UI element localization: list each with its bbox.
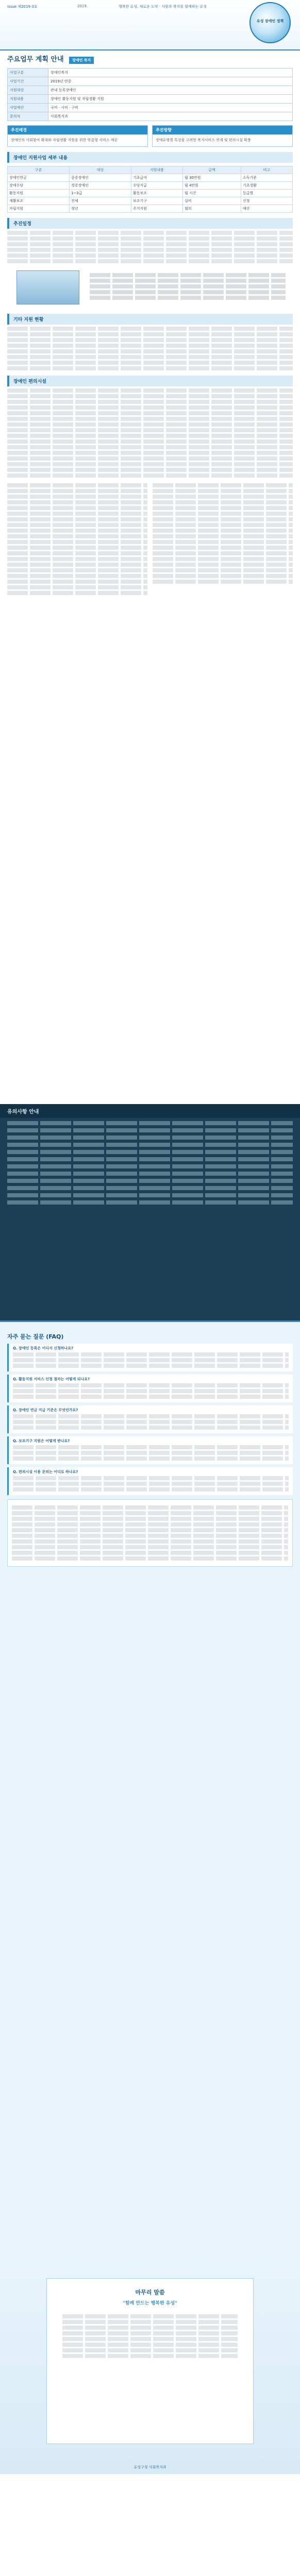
logo-text: 유성 장애인 정책 bbox=[256, 19, 284, 23]
text-line bbox=[7, 1121, 293, 1125]
box-body: 장애인의 사회참여 확대와 자립생활 지원을 위한 맞춤형 서비스 제공 bbox=[11, 138, 118, 142]
text-line bbox=[7, 506, 147, 510]
faq-answer bbox=[13, 1383, 289, 1399]
main-title-text: 주요업무 계획 안내 bbox=[7, 56, 64, 63]
text-line bbox=[13, 1420, 289, 1424]
table-row bbox=[8, 182, 293, 190]
text-line bbox=[7, 1136, 293, 1140]
closing-title: 마무리 말씀 bbox=[135, 2289, 165, 2296]
info-key: 사업구분 bbox=[8, 69, 48, 77]
left-column bbox=[7, 482, 147, 1100]
text-line bbox=[153, 517, 293, 521]
text-line bbox=[7, 439, 293, 444]
text-line bbox=[13, 1395, 289, 1399]
text-line bbox=[12, 1517, 288, 1521]
building-image bbox=[16, 270, 79, 304]
table-cell: 등급별 bbox=[241, 190, 292, 197]
table-cell: 장애수당 bbox=[8, 182, 70, 190]
background-box bbox=[7, 125, 148, 147]
info-row bbox=[8, 69, 293, 77]
table-cell: 장애인연금 bbox=[8, 174, 70, 182]
facility-notes bbox=[90, 272, 286, 301]
table-cell: 기초생활 bbox=[241, 182, 292, 190]
text-line bbox=[12, 1511, 288, 1515]
text-line bbox=[12, 1539, 288, 1544]
text-line bbox=[153, 489, 293, 493]
table-cell: 전체 bbox=[69, 197, 131, 205]
text-line bbox=[7, 1193, 293, 1197]
table-cell: 월 4만원 bbox=[182, 182, 241, 190]
closing-card bbox=[46, 2278, 254, 2444]
info-key: 지원내용 bbox=[8, 95, 48, 104]
notice-section bbox=[0, 1104, 300, 1320]
text-line bbox=[7, 366, 293, 370]
table-row bbox=[8, 174, 293, 182]
box-body: 장애유형별 특성을 고려한 복지서비스 연계 및 편의시설 확충 bbox=[156, 138, 251, 142]
text-line bbox=[7, 411, 293, 415]
faq-item[interactable] bbox=[7, 1375, 293, 1402]
faq-answer bbox=[13, 1445, 289, 1461]
table-row bbox=[8, 205, 293, 213]
table-header-row bbox=[8, 166, 293, 174]
info-value: 장애인 활동지원 및 자립생활 지원 bbox=[48, 95, 293, 104]
table-cell: 수당지급 bbox=[131, 182, 182, 190]
text-line bbox=[62, 2354, 238, 2358]
text-line bbox=[62, 2314, 238, 2318]
faq-title: 자주 묻는 질문 (FAQ) bbox=[7, 1333, 64, 1340]
header bbox=[0, 0, 300, 50]
text-line bbox=[90, 273, 286, 277]
main-tag: 장애인 복지 bbox=[69, 57, 94, 64]
direction-box bbox=[152, 125, 293, 147]
text-line bbox=[13, 1364, 289, 1368]
text-line bbox=[90, 296, 286, 300]
table-cell: 활동보조 bbox=[131, 190, 182, 197]
faq-answer bbox=[13, 1476, 289, 1492]
header-slogan: 행복한 유성, 새로운 도약 · 사람과 복지를 함께하는 유성 bbox=[119, 5, 207, 9]
section-band: 기타 지원 현황 bbox=[7, 314, 293, 325]
text-line bbox=[13, 1487, 289, 1492]
info-key: 지원대상 bbox=[8, 86, 48, 95]
text-line bbox=[13, 1352, 289, 1357]
text-line bbox=[62, 2337, 238, 2341]
info-key: 문의처 bbox=[8, 112, 48, 121]
summary-boxes bbox=[7, 125, 293, 147]
closing-footer: 유성구청 사회복지과 bbox=[134, 2465, 166, 2469]
faq-item[interactable] bbox=[7, 1344, 293, 1371]
table-cell: 기초급여 bbox=[131, 174, 182, 182]
table-cell: 주거지원 bbox=[131, 205, 182, 213]
info-value: 관내 등록장애인 bbox=[48, 86, 293, 95]
table-cell: 소득기준 bbox=[241, 174, 292, 182]
text-line bbox=[7, 344, 293, 348]
text-line bbox=[7, 338, 293, 342]
text-line bbox=[7, 422, 293, 427]
text-line bbox=[13, 1445, 289, 1449]
text-line bbox=[7, 568, 147, 572]
text-line bbox=[7, 1164, 293, 1168]
text-line bbox=[7, 451, 293, 455]
text-line bbox=[7, 591, 147, 595]
text-line bbox=[153, 540, 293, 544]
text-line bbox=[62, 2331, 238, 2335]
faq-item[interactable] bbox=[7, 1405, 293, 1433]
text-line bbox=[7, 388, 293, 393]
info-row bbox=[8, 112, 293, 121]
text-line bbox=[7, 428, 293, 432]
text-line bbox=[7, 1172, 293, 1176]
text-line bbox=[13, 1476, 289, 1480]
box-title: 추진방향 bbox=[153, 126, 292, 134]
text-line bbox=[7, 361, 293, 365]
notice-heading: 유의사항 안내 bbox=[0, 1104, 300, 1118]
faq-section bbox=[0, 1320, 300, 2258]
other-support-block bbox=[7, 327, 293, 370]
text-line bbox=[7, 349, 293, 353]
col-header: 대상 bbox=[69, 166, 131, 174]
faq-question: Q. 장애인 등록은 어디서 신청하나요? bbox=[13, 1346, 74, 1350]
col-header: 비고 bbox=[241, 166, 292, 174]
closing-text bbox=[62, 2314, 238, 2358]
text-line bbox=[7, 1200, 293, 1205]
info-value: 장애인복지 bbox=[48, 69, 293, 77]
text-line bbox=[7, 551, 147, 555]
text-line bbox=[7, 1186, 293, 1190]
text-line bbox=[153, 495, 293, 499]
text-line bbox=[7, 517, 147, 521]
text-line bbox=[62, 2326, 238, 2330]
info-row bbox=[8, 95, 293, 104]
table-cell: 경증장애인 bbox=[69, 182, 131, 190]
table-cell: 청년 bbox=[69, 205, 131, 213]
facility-illustration bbox=[7, 267, 293, 309]
schedule-text-block bbox=[7, 231, 293, 263]
text-line bbox=[7, 574, 147, 578]
text-line bbox=[7, 394, 293, 398]
closing-subtitle: "함께 만드는 행복한 유성" bbox=[123, 2301, 177, 2306]
text-line bbox=[7, 417, 293, 421]
text-line bbox=[7, 529, 147, 533]
text-line bbox=[7, 400, 293, 404]
issue-label: Issue 제2019-3호 bbox=[7, 5, 38, 9]
text-line bbox=[153, 529, 293, 533]
text-line bbox=[7, 483, 147, 487]
info-key: 사업기간 bbox=[8, 77, 48, 86]
facility-text-block bbox=[7, 388, 293, 478]
text-line bbox=[153, 563, 293, 567]
text-line bbox=[153, 574, 293, 578]
text-line bbox=[7, 259, 293, 263]
text-line bbox=[7, 563, 147, 567]
text-line bbox=[7, 523, 147, 527]
text-line bbox=[7, 456, 293, 461]
section-band: 장애인 지원사업 세부 내용 bbox=[7, 152, 293, 163]
text-line bbox=[62, 2348, 238, 2352]
table-cell: 보조기구 bbox=[131, 197, 182, 205]
text-line bbox=[7, 585, 147, 589]
text-line bbox=[90, 290, 286, 294]
faq-item[interactable] bbox=[7, 1436, 293, 1464]
text-line bbox=[12, 1545, 288, 1549]
text-line bbox=[7, 1143, 293, 1147]
text-line bbox=[7, 468, 293, 472]
text-line bbox=[153, 568, 293, 572]
text-line bbox=[7, 1150, 293, 1154]
faq-answer bbox=[13, 1352, 289, 1368]
support-table bbox=[7, 166, 293, 213]
text-line bbox=[7, 495, 147, 499]
table-cell: 1~3급 bbox=[69, 190, 131, 197]
text-line bbox=[7, 327, 293, 331]
text-line bbox=[153, 551, 293, 555]
table-cell: 자립지원 bbox=[8, 205, 70, 213]
table-cell: 실비 bbox=[182, 197, 241, 205]
emblem-logo bbox=[249, 2, 291, 43]
text-line bbox=[7, 434, 293, 438]
text-line bbox=[153, 546, 293, 550]
text-line bbox=[7, 512, 147, 516]
text-line bbox=[153, 500, 293, 504]
text-line bbox=[12, 1505, 288, 1510]
text-line bbox=[12, 1528, 288, 1532]
text-line bbox=[7, 1179, 293, 1183]
info-key: 사업예산 bbox=[8, 104, 48, 112]
text-line bbox=[90, 279, 286, 283]
faq-question: Q. 편의시설 이용 문의는 어디로 하나요? bbox=[13, 1470, 78, 1474]
col-header: 구분 bbox=[8, 166, 70, 174]
info-value: 사회복지과 bbox=[48, 112, 293, 121]
text-line bbox=[13, 1389, 289, 1393]
text-line bbox=[13, 1383, 289, 1387]
faq-answer bbox=[13, 1414, 289, 1430]
two-column-body bbox=[7, 482, 293, 1100]
text-line bbox=[7, 445, 293, 449]
info-row bbox=[8, 86, 293, 95]
text-line bbox=[7, 1128, 293, 1132]
faq-item[interactable] bbox=[7, 1467, 293, 1495]
text-line bbox=[7, 546, 147, 550]
text-line bbox=[7, 534, 147, 538]
col-header: 지원내용 bbox=[131, 166, 182, 174]
issue-date: 2019. bbox=[77, 4, 88, 8]
right-column bbox=[153, 482, 293, 1100]
text-line bbox=[153, 580, 293, 584]
table-cell: 재활보조 bbox=[8, 197, 70, 205]
text-line bbox=[13, 1426, 289, 1430]
faq-question: Q. 장애인 연금 지급 기준은 무엇인가요? bbox=[13, 1408, 78, 1412]
text-line bbox=[7, 242, 293, 246]
text-line bbox=[13, 1451, 289, 1455]
closing-section bbox=[0, 2258, 300, 2474]
text-line bbox=[12, 1556, 288, 1561]
table-cell: 협의 bbox=[182, 205, 241, 213]
text-line bbox=[153, 534, 293, 538]
text-line bbox=[12, 1534, 288, 1538]
text-line bbox=[90, 284, 286, 289]
text-line bbox=[153, 506, 293, 510]
text-line bbox=[7, 473, 293, 478]
text-line bbox=[62, 2343, 238, 2347]
text-line bbox=[7, 557, 147, 561]
faq-question: Q. 활동지원 서비스 신청 절차는 어떻게 되나요? bbox=[13, 1377, 90, 1381]
text-line bbox=[7, 231, 293, 235]
text-line bbox=[153, 483, 293, 487]
main-title bbox=[7, 54, 293, 64]
text-line bbox=[12, 1551, 288, 1555]
text-line bbox=[7, 489, 147, 493]
text-line bbox=[13, 1358, 289, 1362]
table-row bbox=[8, 197, 293, 205]
info-value: 국비 · 시비 · 구비 bbox=[48, 104, 293, 112]
text-line bbox=[153, 557, 293, 561]
text-line bbox=[7, 500, 147, 504]
text-line bbox=[7, 405, 293, 410]
text-line bbox=[153, 512, 293, 516]
table-cell: 신청 bbox=[241, 197, 292, 205]
table-cell: 월 시간 bbox=[182, 190, 241, 197]
info-row bbox=[8, 104, 293, 112]
section-band: 장애인 편의시설 bbox=[7, 376, 293, 386]
text-line bbox=[13, 1414, 289, 1418]
table-cell: 월 30만원 bbox=[182, 174, 241, 182]
faq-extra-text bbox=[7, 1499, 293, 1567]
table-cell: 예산 bbox=[241, 205, 292, 213]
col-header: 금액 bbox=[182, 166, 241, 174]
text-line bbox=[153, 523, 293, 527]
text-line bbox=[13, 1456, 289, 1461]
text-line bbox=[7, 332, 293, 336]
text-line bbox=[62, 2320, 238, 2324]
text-line bbox=[7, 462, 293, 466]
table-cell: 중증장애인 bbox=[69, 174, 131, 182]
section-band: 추진일정 bbox=[7, 218, 293, 229]
text-line bbox=[7, 1157, 293, 1161]
faq-question: Q. 보조기구 지원은 어떻게 받나요? bbox=[13, 1439, 70, 1443]
text-line bbox=[7, 540, 147, 544]
text-line bbox=[7, 236, 293, 241]
info-row bbox=[8, 77, 293, 86]
text-line bbox=[7, 580, 147, 584]
info-value: 2019년 연중 bbox=[48, 77, 293, 86]
text-line bbox=[7, 248, 293, 252]
info-table bbox=[7, 68, 293, 121]
box-title: 추진배경 bbox=[8, 126, 147, 134]
table-cell: 활동지원 bbox=[8, 190, 70, 197]
text-line bbox=[12, 1522, 288, 1527]
text-line bbox=[7, 355, 293, 359]
text-line bbox=[13, 1482, 289, 1486]
table-row bbox=[8, 190, 293, 197]
text-line bbox=[7, 253, 293, 258]
